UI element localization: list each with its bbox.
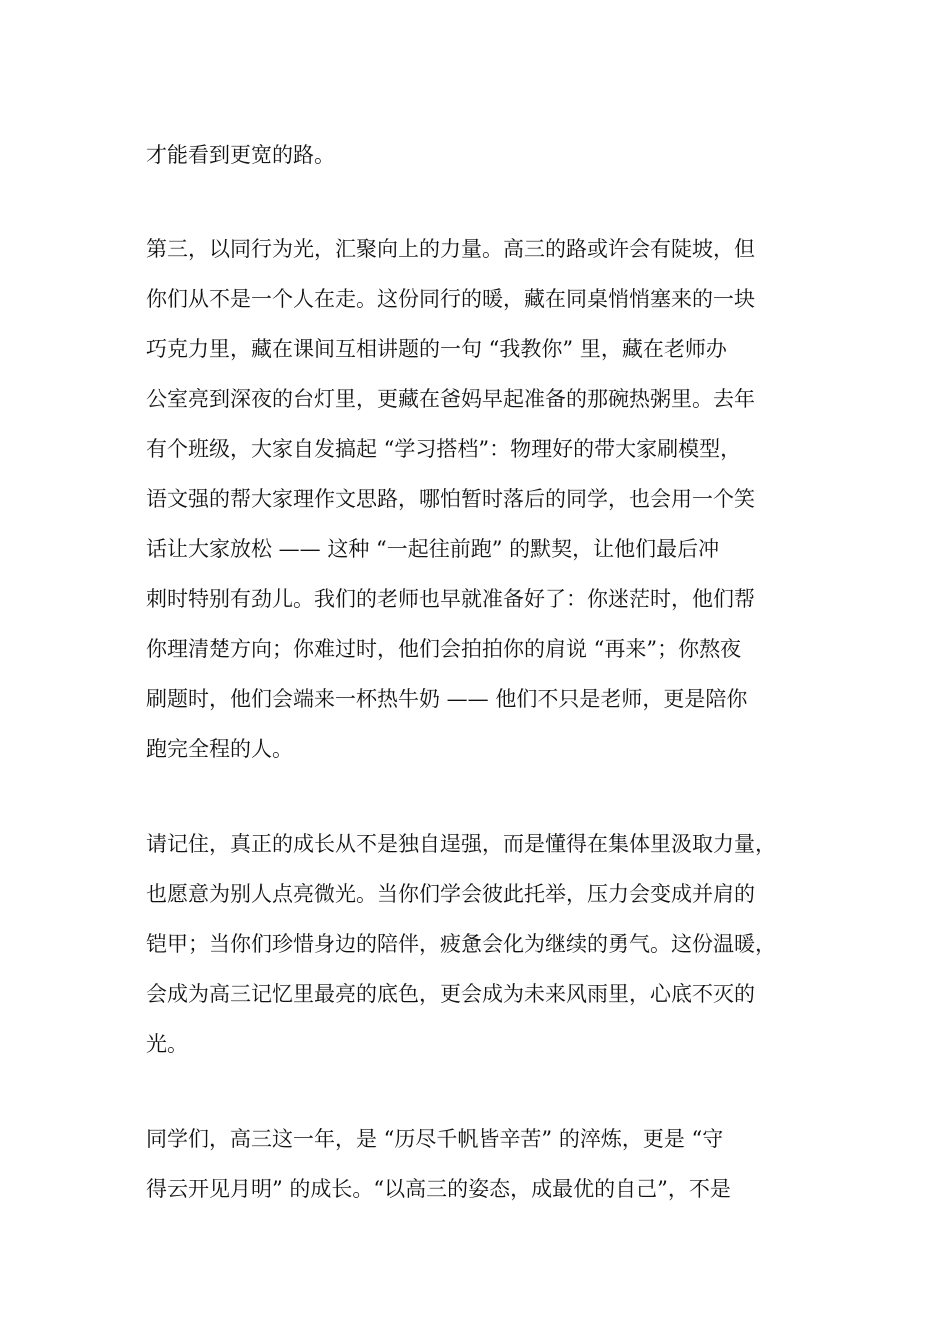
paragraph-2-line-1: 第三，以同行为光，汇聚向上的力量。高三的路或许会有陡坡，但 — [146, 237, 755, 261]
paragraph-2-line-2: 你们从不是一个人在走。这份同行的暖，藏在同桌悄悄塞来的一块 — [146, 287, 755, 311]
paragraph-2-line-11: 跑完全程的人。 — [146, 737, 293, 761]
paragraph-2-line-5: 有个班级，大家自发搞起 “学习搭档”：物理好的带大家刷模型， — [146, 437, 742, 461]
paragraph-1-line-1: 才能看到更宽的路。 — [146, 143, 335, 167]
paragraph-2-line-7: 话让大家放松 —— 这种 “一起往前跑” 的默契，让他们最后冲 — [146, 537, 720, 561]
paragraph-3-line-4: 会成为高三记忆里最亮的底色，更会成为未来风雨里，心底不灭的 — [146, 982, 755, 1006]
paragraph-3-line-5: 光。 — [146, 1032, 188, 1056]
paragraph-2-line-3: 巧克力里，藏在课间互相讲题的一句 “我教你” 里，藏在老师办 — [146, 337, 727, 361]
paragraph-2-line-10: 刷题时，他们会端来一杯热牛奶 —— 他们不只是老师，更是陪你 — [146, 687, 748, 711]
paragraph-2-line-4: 公室亮到深夜的台灯里，更藏在爸妈早起准备的那碗热粥里。去年 — [146, 387, 755, 411]
paragraph-4-line-2: 得云开见月明” 的成长。“以高三的姿态，成最优的自己”，不是 — [146, 1177, 731, 1201]
paragraph-3-line-2: 也愿意为别人点亮微光。当你们学会彼此托举，压力会变成并肩的 — [146, 882, 755, 906]
paragraph-3-line-3: 铠甲；当你们珍惜身边的陪伴，疲惫会化为继续的勇气。这份温暖， — [146, 932, 776, 956]
paragraph-4-line-1: 同学们，高三这一年，是 “历尽千帆皆辛苦” 的淬炼，更是 “守 — [146, 1127, 724, 1151]
paragraph-2-line-8: 刺时特别有劲儿。我们的老师也早就准备好了：你迷茫时，他们帮 — [146, 587, 755, 611]
paragraph-3-line-1: 请记住，真正的成长从不是独自逞强，而是懂得在集体里汲取力量， — [146, 832, 776, 856]
paragraph-2-line-6: 语文强的帮大家理作文思路，哪怕暂时落后的同学，也会用一个笑 — [146, 487, 755, 511]
paragraph-2-line-9: 你理清楚方向；你难过时，他们会拍拍你的肩说 “再来”；你熬夜 — [146, 637, 742, 661]
